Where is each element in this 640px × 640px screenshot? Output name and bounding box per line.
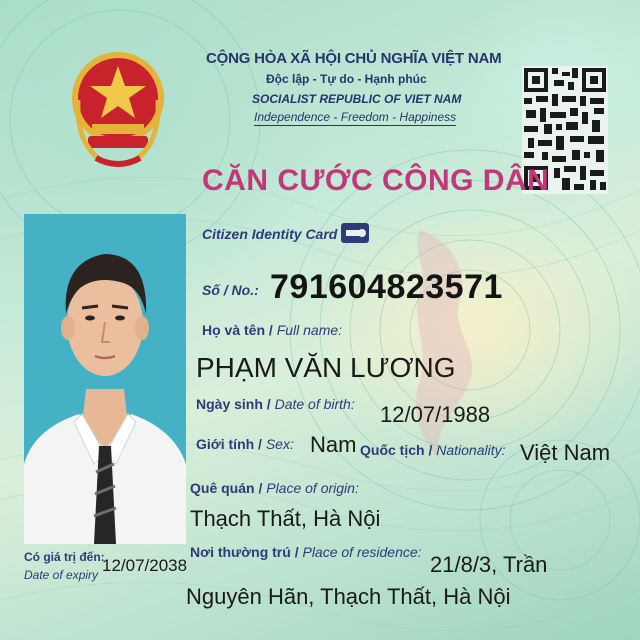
full-name-label-en: Full name:	[276, 322, 343, 338]
dob-value: 12/07/1988	[380, 402, 491, 427]
residence-label-vi: Nơi thường trú /	[190, 544, 299, 560]
sex-value: Nam	[310, 432, 357, 457]
portrait-figure	[24, 214, 186, 544]
number-label: Số / No.:	[202, 282, 259, 298]
nationality-label-vi: Quốc tịch /	[360, 442, 433, 458]
dob-label-en: Date of birth:	[274, 396, 355, 412]
full-name-label-vi: Họ và tên /	[202, 322, 273, 338]
residence-value-line1: 21/8/3, Trần	[430, 552, 548, 577]
nationality-label	[360, 442, 506, 458]
full-name-label	[202, 322, 342, 338]
residence-label-en: Place of residence:	[302, 544, 422, 560]
motto-vi: Độc lập - Tự do - Hạnh phúc	[266, 72, 427, 86]
sex-label-vi: Giới tính /	[196, 436, 262, 452]
nationality-label-en: Nationality:	[436, 442, 506, 458]
origin-value: Thạch Thất, Hà Nội	[190, 506, 381, 531]
dob-label-vi: Ngày sinh /	[196, 396, 271, 412]
origin-label-en: Place of origin:	[266, 480, 359, 496]
expiry-value: 12/07/2038	[102, 556, 188, 575]
country-name-en: SOCIALIST REPUBLIC OF VIET NAM	[252, 92, 462, 106]
portrait-photo	[24, 214, 186, 544]
expiry-label-vi: Có giá trị đến:	[24, 550, 105, 564]
dob-label	[196, 396, 355, 412]
residence-value-line2: Nguyên Hãn, Thạch Thất, Hà Nội	[186, 584, 511, 609]
origin-label	[190, 480, 359, 496]
full-name-value: PHẠM VĂN LƯƠNG	[196, 352, 456, 383]
origin-label-vi: Quê quán /	[190, 480, 263, 496]
card-title-en: Citizen Identity Card	[202, 226, 338, 242]
chip-icon	[340, 222, 370, 244]
sex-label	[196, 436, 294, 452]
residence-label	[190, 544, 422, 560]
country-name-vi: CỘNG HÒA XÃ HỘI CHỦ NGHĨA VIỆT NAM	[206, 50, 502, 67]
expiry-label-en: Date of expiry	[24, 568, 99, 582]
nationality-value: Việt Nam	[520, 440, 611, 465]
motto-en: Independence - Freedom - Happiness	[254, 110, 457, 124]
id-number: 791604823571	[270, 268, 503, 306]
sex-label-en: Sex:	[265, 436, 294, 452]
national-emblem-icon	[68, 40, 168, 175]
card-title-vi: CĂN CƯỚC CÔNG DÂN	[202, 164, 550, 197]
